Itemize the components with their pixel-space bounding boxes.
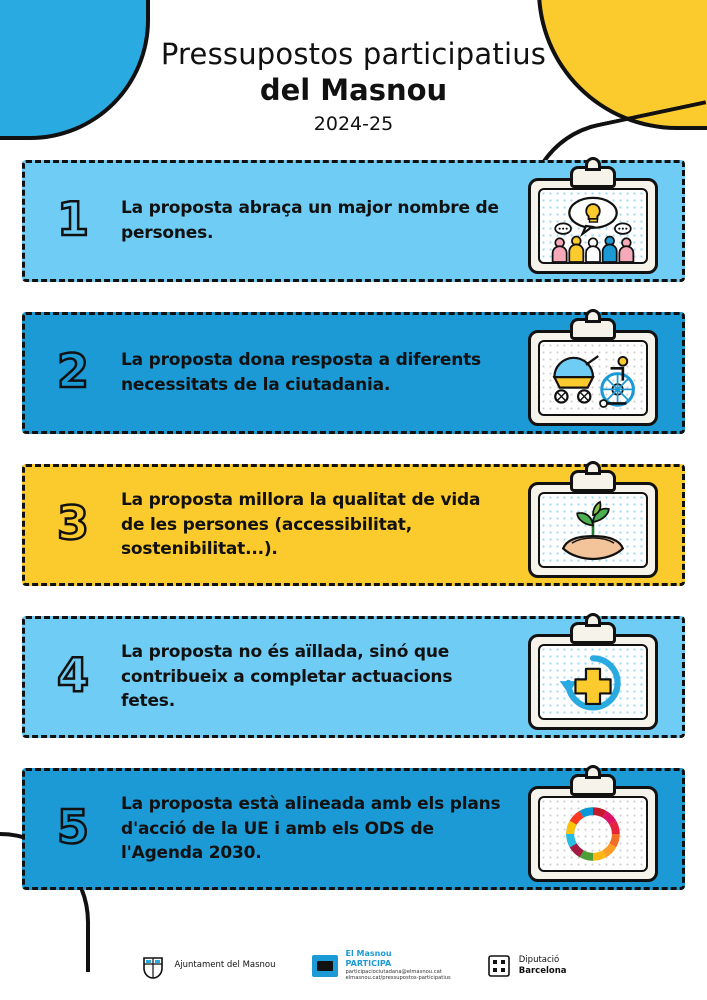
lightbulb-group-icon	[518, 166, 668, 276]
participa-mark-icon	[312, 955, 338, 977]
criteria-row	[22, 312, 685, 434]
hand-plant-icon	[518, 470, 668, 580]
ajuntament-label: Ajuntament del Masnou	[174, 960, 276, 971]
criteria-number: 1	[56, 192, 89, 246]
criteria-text: La proposta dona resposta a diferents necessitats de la ciutadania.	[121, 350, 481, 395]
criteria-number: 4	[56, 648, 89, 702]
criteria-row	[22, 464, 685, 586]
criteria-row	[22, 616, 685, 738]
title-years: 2024-25	[313, 113, 394, 136]
diputacio-line-1: Diputació	[518, 955, 560, 966]
sdg-wheel-icon	[518, 774, 668, 884]
participa-line-1: El Masnou	[345, 949, 392, 959]
poster-header	[0, 38, 707, 135]
criteria-list	[22, 160, 685, 920]
el-masnou-participa-logo	[312, 949, 451, 982]
criteria-row	[22, 768, 685, 890]
participa-url: elmasnou.cat/pressupostos-participatius	[345, 975, 451, 982]
criteria-text: La proposta abraça un major nombre de persones.	[121, 198, 499, 243]
footer-logos	[0, 949, 707, 982]
diputacio-line-2: Barcelona	[518, 965, 567, 976]
diputacio-seal-icon	[487, 954, 511, 978]
plus-cycle-icon	[518, 622, 668, 732]
title-line-2: del Masnou	[259, 73, 448, 108]
criteria-number: 5	[56, 800, 89, 854]
participa-line-2: PARTICIPA	[345, 958, 392, 968]
criteria-row	[22, 160, 685, 282]
criteria-number: 2	[56, 344, 89, 398]
participa-email: participaciociutadana@elmasnou.cat	[345, 968, 442, 975]
criteria-text: La proposta està alineada amb els plans d'acció de la UE i amb els ODS de l'Agenda 2030.	[121, 794, 501, 864]
stroller-wheelchair-icon	[518, 318, 668, 428]
ajuntament-del-masnou-logo	[140, 953, 275, 979]
title-line-1: Pressupostos participatius	[160, 37, 547, 71]
criteria-text: La proposta millora la qualitat de vida de les persones (accessibilitat, sostenibilitat...).	[121, 490, 481, 560]
diputacio-barcelona-logo	[487, 954, 567, 978]
coat-of-arms-icon	[140, 953, 166, 979]
criteria-text: La proposta no és aïllada, sinó que contribueix a completar actuacions fetes.	[121, 642, 453, 712]
criteria-number: 3	[56, 496, 89, 550]
